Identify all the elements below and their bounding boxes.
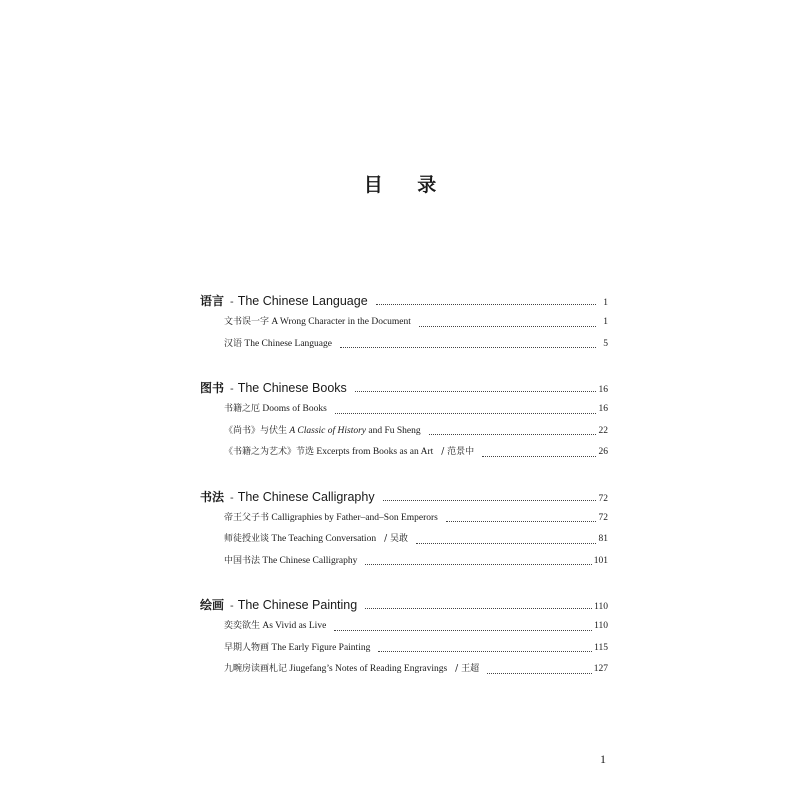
section-separator: - xyxy=(230,383,234,395)
entry-en-title: Calligraphies by Father–and–Son Emperors xyxy=(271,512,438,523)
toc-entry[interactable] xyxy=(200,640,608,662)
toc-entry[interactable] xyxy=(200,510,608,532)
dot-leader xyxy=(446,520,596,522)
toc-entry[interactable] xyxy=(200,444,608,466)
dot-leader xyxy=(482,455,596,457)
section-en-title: The Chinese Calligraphy xyxy=(237,489,375,504)
table-of-contents xyxy=(200,292,608,705)
entry-en-title: As Vivid as Live xyxy=(262,621,327,631)
page-ref: 72 xyxy=(598,493,608,504)
section-zh-title: 书法 xyxy=(200,489,225,504)
toc-section-heading[interactable] xyxy=(200,488,608,510)
toc-entry[interactable] xyxy=(200,423,608,445)
page-ref: 1 xyxy=(603,317,608,327)
entry-author: / 吴敢 xyxy=(384,534,408,544)
toc-entry[interactable] xyxy=(200,531,608,553)
entry-en-title: The Chinese Calligraphy xyxy=(262,555,358,566)
entry-author: / 范景中 xyxy=(441,447,475,457)
dot-leader xyxy=(383,499,596,501)
dot-leader xyxy=(419,325,596,327)
section-separator: - xyxy=(230,491,234,504)
entry-en-title: Dooms of Books xyxy=(262,404,327,414)
toc-entry[interactable] xyxy=(200,661,608,683)
page-ref: 110 xyxy=(594,621,608,631)
dot-leader xyxy=(365,607,592,609)
entry-zh-title: 早期人物画 xyxy=(224,642,270,653)
entry-zh-title: 九畹房读画札记 xyxy=(224,664,288,674)
page-ref: 127 xyxy=(593,664,608,674)
section-zh-title: 语言 xyxy=(200,294,225,308)
entry-zh-title: 《尚书》与伏生 xyxy=(224,425,288,436)
toc-entry[interactable] xyxy=(200,336,608,358)
toc-section-heading[interactable] xyxy=(200,596,608,618)
entry-zh-title: 中国书法 xyxy=(224,555,261,566)
page-ref: 101 xyxy=(593,555,608,566)
entry-en-title: A Wrong Character in the Document xyxy=(271,317,411,327)
page-ref: 81 xyxy=(598,534,608,544)
entry-zh-title: 师徒授业谈 xyxy=(224,534,270,544)
entry-en-title: and Fu Sheng xyxy=(368,425,421,436)
section-zh-title: 图书 xyxy=(200,381,225,395)
section-en-title: The Chinese Painting xyxy=(237,598,358,612)
dot-leader xyxy=(416,542,596,544)
page-ref: 26 xyxy=(598,447,608,457)
toc-section-books xyxy=(200,379,608,466)
page-ref: 16 xyxy=(598,385,608,395)
dot-leader xyxy=(340,346,596,348)
entry-en-title: Excerpts from Books as an Art xyxy=(316,447,434,457)
section-en-title: The Chinese Language xyxy=(237,294,368,308)
toc-entry[interactable] xyxy=(200,401,608,423)
section-zh-title: 绘画 xyxy=(200,598,225,612)
entry-author: / 王超 xyxy=(455,664,480,674)
toc-section-heading[interactable] xyxy=(200,379,608,401)
toc-entry[interactable] xyxy=(200,314,608,336)
toc-section-heading[interactable] xyxy=(200,292,608,314)
section-separator: - xyxy=(230,296,234,308)
entry-zh-title: 帝王父子书 xyxy=(224,512,270,523)
entry-zh-title: 书籍之厄 xyxy=(224,404,261,414)
entry-en-italic-title: A Classic of History xyxy=(289,425,367,436)
page-ref: 16 xyxy=(598,404,608,414)
dot-leader xyxy=(487,672,592,674)
entry-en-title: The Chinese Language xyxy=(244,338,332,349)
page-ref: 115 xyxy=(594,642,608,653)
entry-zh-title: 奕奕欲生 xyxy=(224,621,261,631)
dot-leader xyxy=(376,303,596,305)
dot-leader xyxy=(365,563,591,565)
toc-entry[interactable] xyxy=(200,618,608,640)
toc-section-calligraphy xyxy=(200,488,608,575)
toc-entry[interactable] xyxy=(200,553,608,575)
dot-leader xyxy=(355,390,596,392)
page-ref: 1 xyxy=(603,298,608,308)
entry-en-title: The Teaching Conversation xyxy=(271,534,377,544)
dot-leader xyxy=(334,629,592,631)
section-separator: - xyxy=(230,600,234,612)
entry-zh-title: 汉语 xyxy=(224,338,243,349)
entry-zh-title: 文书误一字 xyxy=(224,317,270,327)
page-number: 1 xyxy=(600,752,606,766)
entry-en-title: Jiugefang’s Notes of Reading Engravings xyxy=(289,664,448,674)
toc-section-language xyxy=(200,292,608,357)
page-ref: 5 xyxy=(603,338,608,349)
dot-leader xyxy=(429,433,596,435)
toc-section-painting xyxy=(200,596,608,683)
section-en-title: The Chinese Books xyxy=(237,381,347,395)
page-title: 目 录 xyxy=(363,174,451,196)
dot-leader xyxy=(378,650,592,652)
dot-leader xyxy=(335,412,596,414)
page-ref: 22 xyxy=(598,425,608,436)
entry-zh-title: 《书籍之为艺术》节选 xyxy=(224,447,315,457)
page-ref: 110 xyxy=(594,602,608,612)
entry-en-title: The Early Figure Painting xyxy=(271,642,371,653)
page-ref: 72 xyxy=(598,512,608,523)
